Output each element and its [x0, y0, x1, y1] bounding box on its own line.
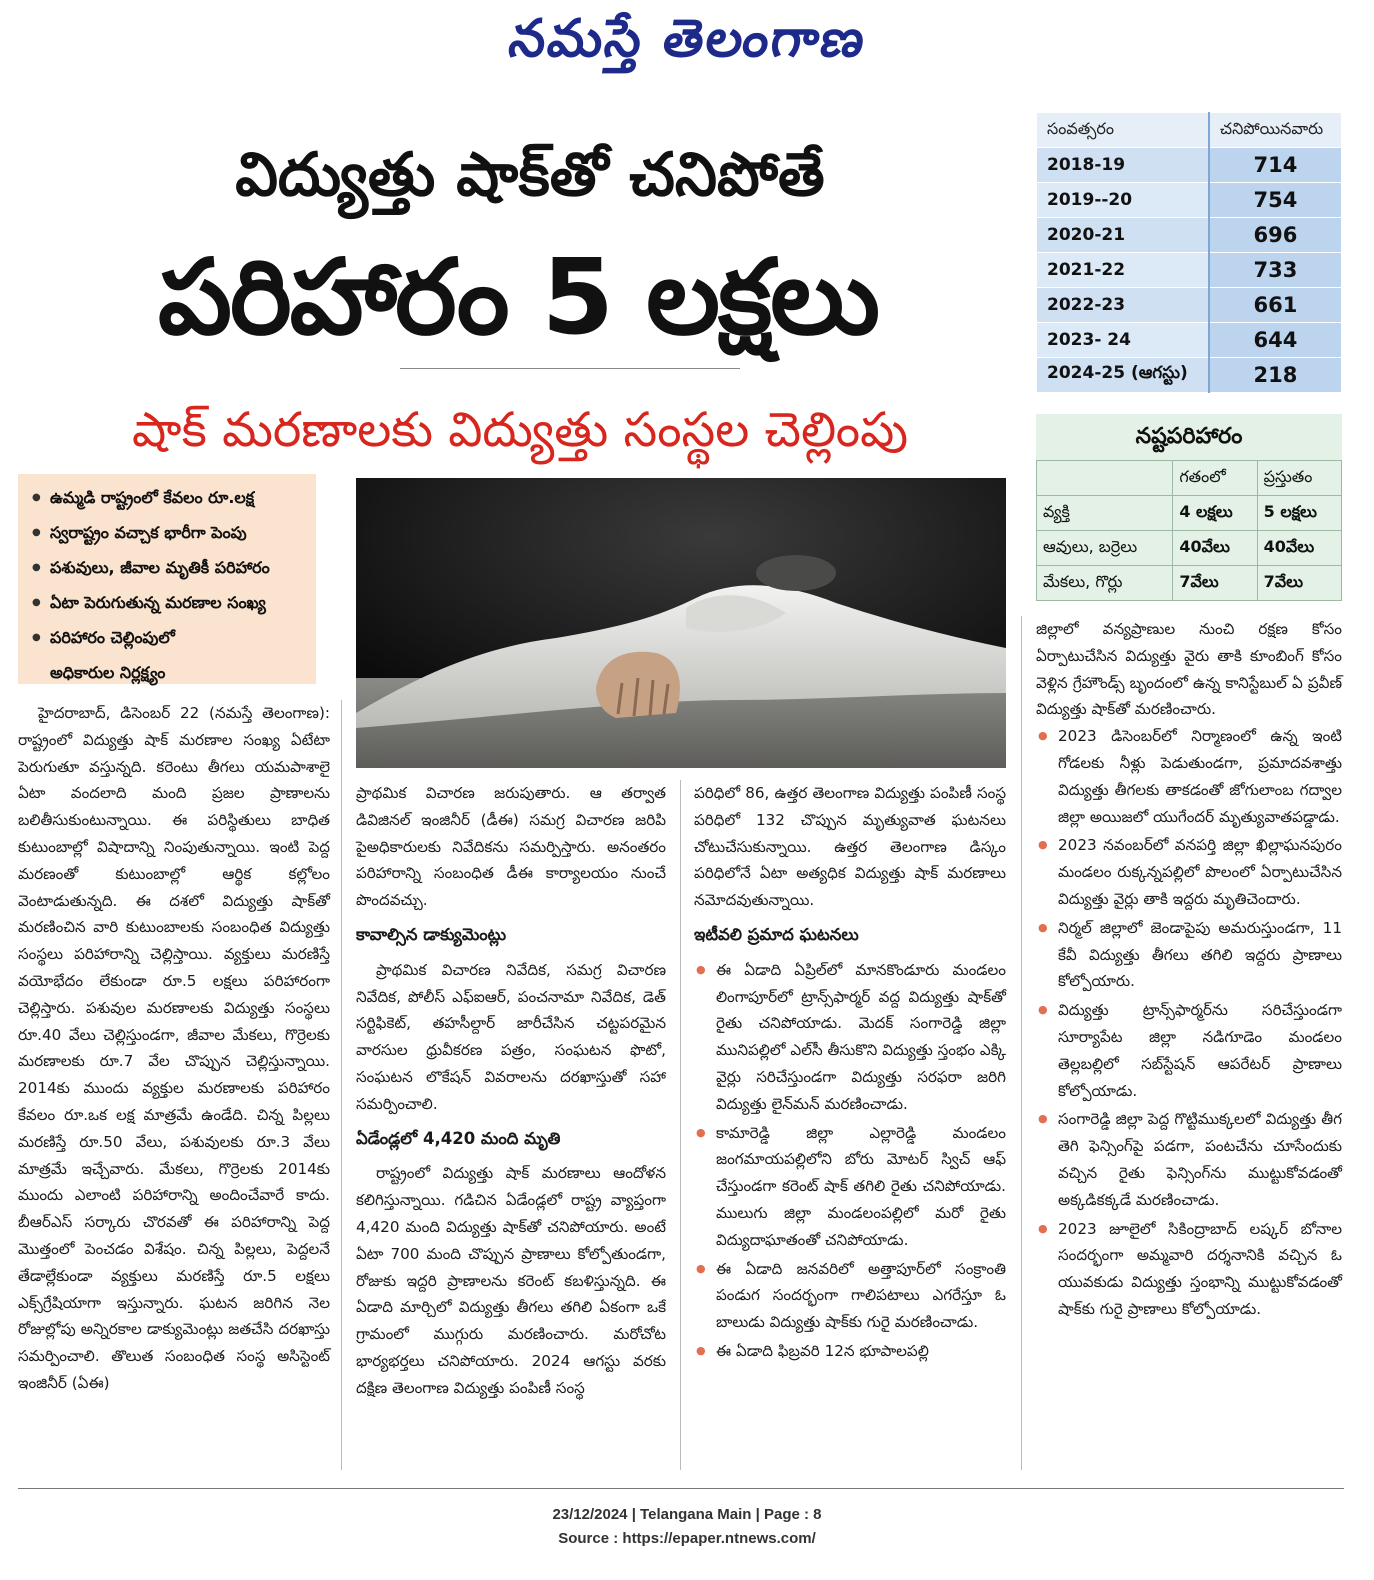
comp-header-before: గతంలో — [1173, 461, 1257, 496]
highlight-item: ● పరిహారం చెల్లింపులో — [30, 620, 316, 655]
comp-now: 40వేలు — [1257, 531, 1341, 566]
masthead-logo: నమస్తే తెలంగాణ — [505, 8, 871, 69]
section-heading: కావాల్సిన డాక్యుమెంట్లు — [356, 924, 507, 944]
incident-item: ● 2023 జూలైలో సికింద్రాబాద్ లష్కర్ బోనాల సందర్భంగా అమ్మవారి దర్శనానికి వచ్చిన ఓ యువకుడు విద్యుత్తు స్తంభాన్ని ముట్టుకోవడంతో షాక్‌కు గురై ప్రాణాలు కోల్పోయాడు. — [1036, 1216, 1342, 1323]
incident-item: ● 2023 నవంబర్‌లో వనపర్తి జిల్లా ఖిల్లాఘనపురం మండలం రుక్కన్నపల్లిలో పొలంలో ఏర్పాటుచేసిన విద్యుత్తు వైర్లు తాకి ఇద్దరు మృతిచెందారు. — [1036, 832, 1342, 912]
stats-year: 2020-21 — [1037, 218, 1209, 253]
news-photo — [356, 478, 1006, 768]
incident-item: ● ఈ ఏడాది ఫిబ్రవరి 12న భూపాలపల్లి — [694, 1338, 1006, 1365]
incident-item: ● నిర్మల్ జిల్లాలో జెండాపైపు అమరుస్తుండగా, 11 కేవీ విద్యుత్తు తీగలు తగిలి ఇద్దరు ప్రాణాలు కోల్పోయారు. — [1036, 915, 1342, 995]
compensation-box — [1036, 414, 1342, 601]
comp-before: 4 లక్షలు — [1173, 496, 1257, 531]
footer-date-line: 23/12/2024 | Telangana Main | Page : 8 — [552, 1506, 822, 1523]
column-divider — [680, 780, 681, 1470]
highlights-box — [18, 474, 316, 684]
incident-item: ● విద్యుత్తు ట్రాన్స్‌ఫార్మర్‌ను సరిచేస్తుండగా సూర్యాపేట జిల్లా నడిగూడెం మండలం తెల్లబల్లిలో సబ్‌స్టేషన్ ఆపరేటర్ ప్రాణాలు కోల్పోయాడు. — [1036, 997, 1342, 1104]
article-column-4 — [1036, 616, 1342, 1325]
deaths-stats-table — [1036, 112, 1342, 393]
stats-year: 2021-22 — [1037, 253, 1209, 288]
comp-item: ఆవులు, బర్రెలు — [1037, 531, 1173, 566]
highlight-item: ● పశువులు, జీవాల మృతికీ పరిహారం — [30, 550, 316, 585]
article-paragraph: జిల్లాలో వన్యప్రాణుల నుంచి రక్షణ కోసం ఏర్పాటుచేసిన విద్యుత్తు వైరు తాకి కూంబింగ్ కోసం వెళ్లిన గ్రేహౌండ్స్ బృందంలో ఉన్న కానిస్టేబుల్ ఏ ప్రవీణ్ విద్యుత్తు షాక్‌తో మరణించారు. — [1036, 620, 1342, 719]
section-heading: ఇటీవలి ప్రమాద ఘటనలు — [694, 924, 859, 944]
article-paragraph: రాష్ట్రంలో విద్యుత్తు షాక్ మరణాలు ఆందోళన కలిగిస్తున్నాయి. గడిచిన ఏడేండ్లలో రాష్ట్ర వ్యాప్తంగా 4,420 మంది విద్యుత్తు షాక్‌తో చనిపోయారు. అంటే ఏటా 700 మంది చొప్పున ప్రాణాలు కోల్పోతుండగా, రోజుకు ఇద్దరి ప్రాణాలను కరెంట్ కబళిస్తున్నది. ఈ ఏడాది మార్చిలో విద్యుత్తు తీగలు తగిలి ఏకంగా ఒకే గ్రామంలో ముగ్గురు మరణించారు. మరోచోట భార్యభర్తలు చనిపోయారు. 2024 ఆగస్టు వరకు దక్షిణ తెలంగాణ విద్యుత్తు పంపిణీ సంస్థ — [356, 1164, 666, 1397]
stats-year: 2024-25 (ఆగస్టు) — [1037, 358, 1209, 393]
stats-header-year: సంవత్సరం — [1037, 113, 1209, 148]
highlight-item: ● ఉమ్మడి రాష్ట్రంలో కేవలం రూ.లక్ష — [30, 480, 316, 515]
incidents-list — [694, 957, 1006, 1365]
stats-count: 661 — [1209, 288, 1342, 323]
stats-year: 2022-23 — [1037, 288, 1209, 323]
incident-item: ● సంగారెడ్డి జిల్లా పెద్ద గొట్టిముక్కలలో విద్యుత్తు తీగ తెగి ఫెన్సింగ్‌పై పడగా, పంటచేను చూసేందుకు వచ్చిన రైతు ఫెన్సింగ్‌ను ముట్టుకోవడంతో అక్కడికక్కడే మరణించాడు. — [1036, 1106, 1342, 1213]
incident-item: ● ఈ ఏడాది ఏప్రిల్‌లో మానకొండూరు మండలం లింగాపూర్‌లో ట్రాన్స్‌ఫార్మర్ వద్ద విద్యుత్తు షాక్‌తో రైతు చనిపోయాడు. మెదక్ సంగారెడ్డి జిల్లా మునిపల్లిలో ఎల్‌సీ తీసుకొని విద్యుత్తు స్తంభం ఎక్కి వైర్లు సరిచేస్తుండగా విద్యుత్తు సరఫరా జరిగి విద్యుత్తు లైన్‌మన్ మరణించాడు. — [694, 957, 1006, 1118]
stats-year: 2018-19 — [1037, 148, 1209, 183]
stats-count: 644 — [1209, 323, 1342, 358]
stats-count: 754 — [1209, 183, 1342, 218]
article-paragraph: హైదరాబాద్, డిసెంబర్ 22 (నమస్తే తెలంగాణ): రాష్ట్రంలో విద్యుత్తు షాక్ మరణాల సంఖ్య ఏటేటా పెరుగుతూ వస్తున్నది. కరెంటు తీగలు యమపాశాలై ఏటా వందలాది మంది ప్రజల ప్రాణాలను బలితీసుకుంటున్నాయి. ఈ పరిస్థితులు బాధిత కుటుంబాల్లో విషాదాన్ని నింపుతున్నాయి. ఇంటి పెద్ద మరణంతో కుటుంబాల్లో ఆర్థిక కల్లోలం వెంటాడుతున్నది. ఈ దశలో విద్యుత్తు షాక్‌తో మరణించిన వారి కుటుంబాలకు సంబంధిత విద్యుత్తు సంస్థలు పరిహారాన్ని చెల్లిస్తాయి. వ్యక్తులు మరణిస్తే వయోభేదం లేకుండా రూ.5 లక్షలు పరిహారంగా చెల్లిస్తారు. పశువుల మరణాలకు విద్యుత్తు సంస్థలు రూ.40 వేలు చెల్లిస్తుండగా, జీవాల మేకలు, గొర్రెలకు మరణాలకు రూ.7 వేల చొప్పున చెల్లిస్తున్నాయి. 2014కు ముందు వ్యక్తుల మరణాలకు పరిహారం కేవలం రూ.ఒక లక్ష మాత్రమే ఉండేది. చిన్న పిల్లలు మరణిస్తే రూ.50 వేలు, పశువులకు రూ.3 వేలు మాత్రమే ఇచ్చేవారు. మేకలు, గొర్రెలకు 2014కు ముందు ఎలాంటి పరిహారాన్ని అందించేవారే కాదు. బీఆర్‌ఎస్ సర్కారు చొరవతో ఈ పరిహారాన్ని పెద్ద మొత్తంలో పెంచడం విశేషం. చిన్న పిల్లలు, పెద్దలనే తేడాల్లేకుండా వ్యక్తులు మరణిస్తే రూ.5 లక్షలు ఎక్స్‌గ్రేషియాగా ఇస్తున్నారు. ఘటన జరిగిన నెల రోజుల్లోపు అన్నిరకాల డాక్యుమెంట్లు జతచేసి దరఖాస్తు సమర్పించాలి. తొలుత సంబంధిత సంస్థ అసిస్టెంట్ ఇంజినీర్ (ఏఈ) — [18, 704, 330, 1392]
footer-rule — [18, 1488, 1344, 1489]
stats-count: 218 — [1209, 358, 1342, 393]
stats-count: 696 — [1209, 218, 1342, 253]
highlight-item: ● ఏటా పెరుగుతున్న మరణాల సంఖ్య — [30, 585, 316, 620]
comp-header-now: ప్రస్తుతం — [1257, 461, 1341, 496]
headline-line1: విద్యుత్తు షాక్‌తో చనిపోతే — [235, 140, 825, 210]
compensation-title: నష్టపరిహారం — [1135, 424, 1243, 449]
footer-source-link[interactable]: Source : https://epaper.ntnews.com/ — [558, 1530, 816, 1547]
headline-rule — [400, 368, 740, 369]
stats-count: 733 — [1209, 253, 1342, 288]
incident-item: ● 2023 డిసెంబర్‌లో నిర్మాణంలో ఉన్న ఇంటి గోడలకు నీళ్లు పెడుతుండగా, ప్రమాదవశాత్తు విద్యుత్తు తీగలకు తాకడంతో జోగులాంబ గద్వాల జిల్లా అయిజలో యుగేందర్ మృత్యువాతపడ్డాడు. — [1036, 723, 1342, 830]
comp-now: 7వేలు — [1257, 566, 1341, 601]
article-column-3 — [694, 780, 1006, 1367]
article-paragraph: ప్రాథమిక విచారణ జరుపుతారు. ఆ తర్వాత డివిజినల్ ఇంజినీర్ (డీఈ) సమగ్ర విచారణ జరిపి పైఅధికారులకు నివేదికను సమర్పిస్తారు. అనంతరం పరిహారాన్ని సంబంధిత డీఈ కార్యాలయం నుంచే పొందవచ్చు. — [356, 784, 666, 910]
subheadline: షాక్ మరణాలకు విద్యుత్తు సంస్థల చెల్లింపు — [131, 402, 909, 458]
comp-now: 5 లక్షలు — [1257, 496, 1341, 531]
article-paragraph: ప్రాథమిక విచారణ నివేదిక, సమగ్ర విచారణ నివేదిక, పోలీస్ ఎఫ్ఐఆర్, పంచనామా నివేదిక, డెత్ సర్టిఫికెట్, తహసీల్దార్ జారీచేసిన చట్టపరమైన వారసుల ధ్రువీకరణ పత్రం, సంఘటన ఫొటో, సంఘటన లొకేషన్ వివరాలను దరఖాస్తుతో సహా సమర్పించాలి. — [356, 960, 666, 1113]
comp-header-item — [1037, 461, 1173, 496]
highlight-item: ● స్వరాష్ట్రం వచ్చాక భారీగా పెంపు — [30, 515, 316, 550]
comp-before: 40వేలు — [1173, 531, 1257, 566]
article-column-1 — [18, 700, 330, 1397]
stats-year: 2019--20 — [1037, 183, 1209, 218]
section-heading: ఏడేండ్లలో 4,420 మంది మృతి — [356, 1128, 561, 1148]
column-divider — [1021, 616, 1022, 1470]
column-divider — [341, 700, 342, 1470]
stats-header-count: చనిపోయినవారు — [1209, 113, 1342, 148]
article-paragraph: పరిధిలో 86, ఉత్తర తెలంగాణ విద్యుత్తు పంపిణీ సంస్థ పరిధిలో 132 చొప్పున మృత్యువాత ఘటనలు చోటుచేసుకున్నాయి. ఉత్తర తెలంగాణ డిస్కం పరిధిలోనే ఏటా అత్యధిక విద్యుత్తు షాక్ మరణాలు నమోదవుతున్నాయి. — [694, 784, 1006, 910]
stats-year: 2023- 24 — [1037, 323, 1209, 358]
covered-body-illustration — [356, 478, 1006, 768]
incident-item: ● ఈ ఏడాది జనవరిలో అత్తాపూర్‌లో సంక్రాంతి పండుగ సందర్భంగా గాలిపటాలు ఎగరేస్తూ ఓ బాలుడు విద్యుత్తు షాక్‌కు గురై మరణించాడు. — [694, 1256, 1006, 1336]
comp-item: వ్యక్తి — [1037, 496, 1173, 531]
compensation-table — [1036, 460, 1342, 601]
incidents-list — [1036, 723, 1342, 1323]
comp-item: మేకలు, గొర్లు — [1037, 566, 1173, 601]
incident-item: ● కామారెడ్డి జిల్లా ఎల్లారెడ్డి మండలం జంగమాయపల్లిలోని బోరు మోటర్ స్విచ్ ఆఫ్ చేస్తుండగా కరెంట్ షాక్ తగిలి రైతు చనిపోయాడు. ములుగు జిల్లా మండలంపల్లిలో మరో రైతు విద్యుదాఘాతంతో చనిపోయాడు. — [694, 1120, 1006, 1254]
comp-before: 7వేలు — [1173, 566, 1257, 601]
headline-line2: పరిహారం 5 లక్షలు — [158, 236, 878, 358]
article-column-2 — [356, 780, 666, 1402]
stats-count: 714 — [1209, 148, 1342, 183]
highlight-item: అధికారుల నిర్లక్ష్యం — [50, 663, 166, 682]
